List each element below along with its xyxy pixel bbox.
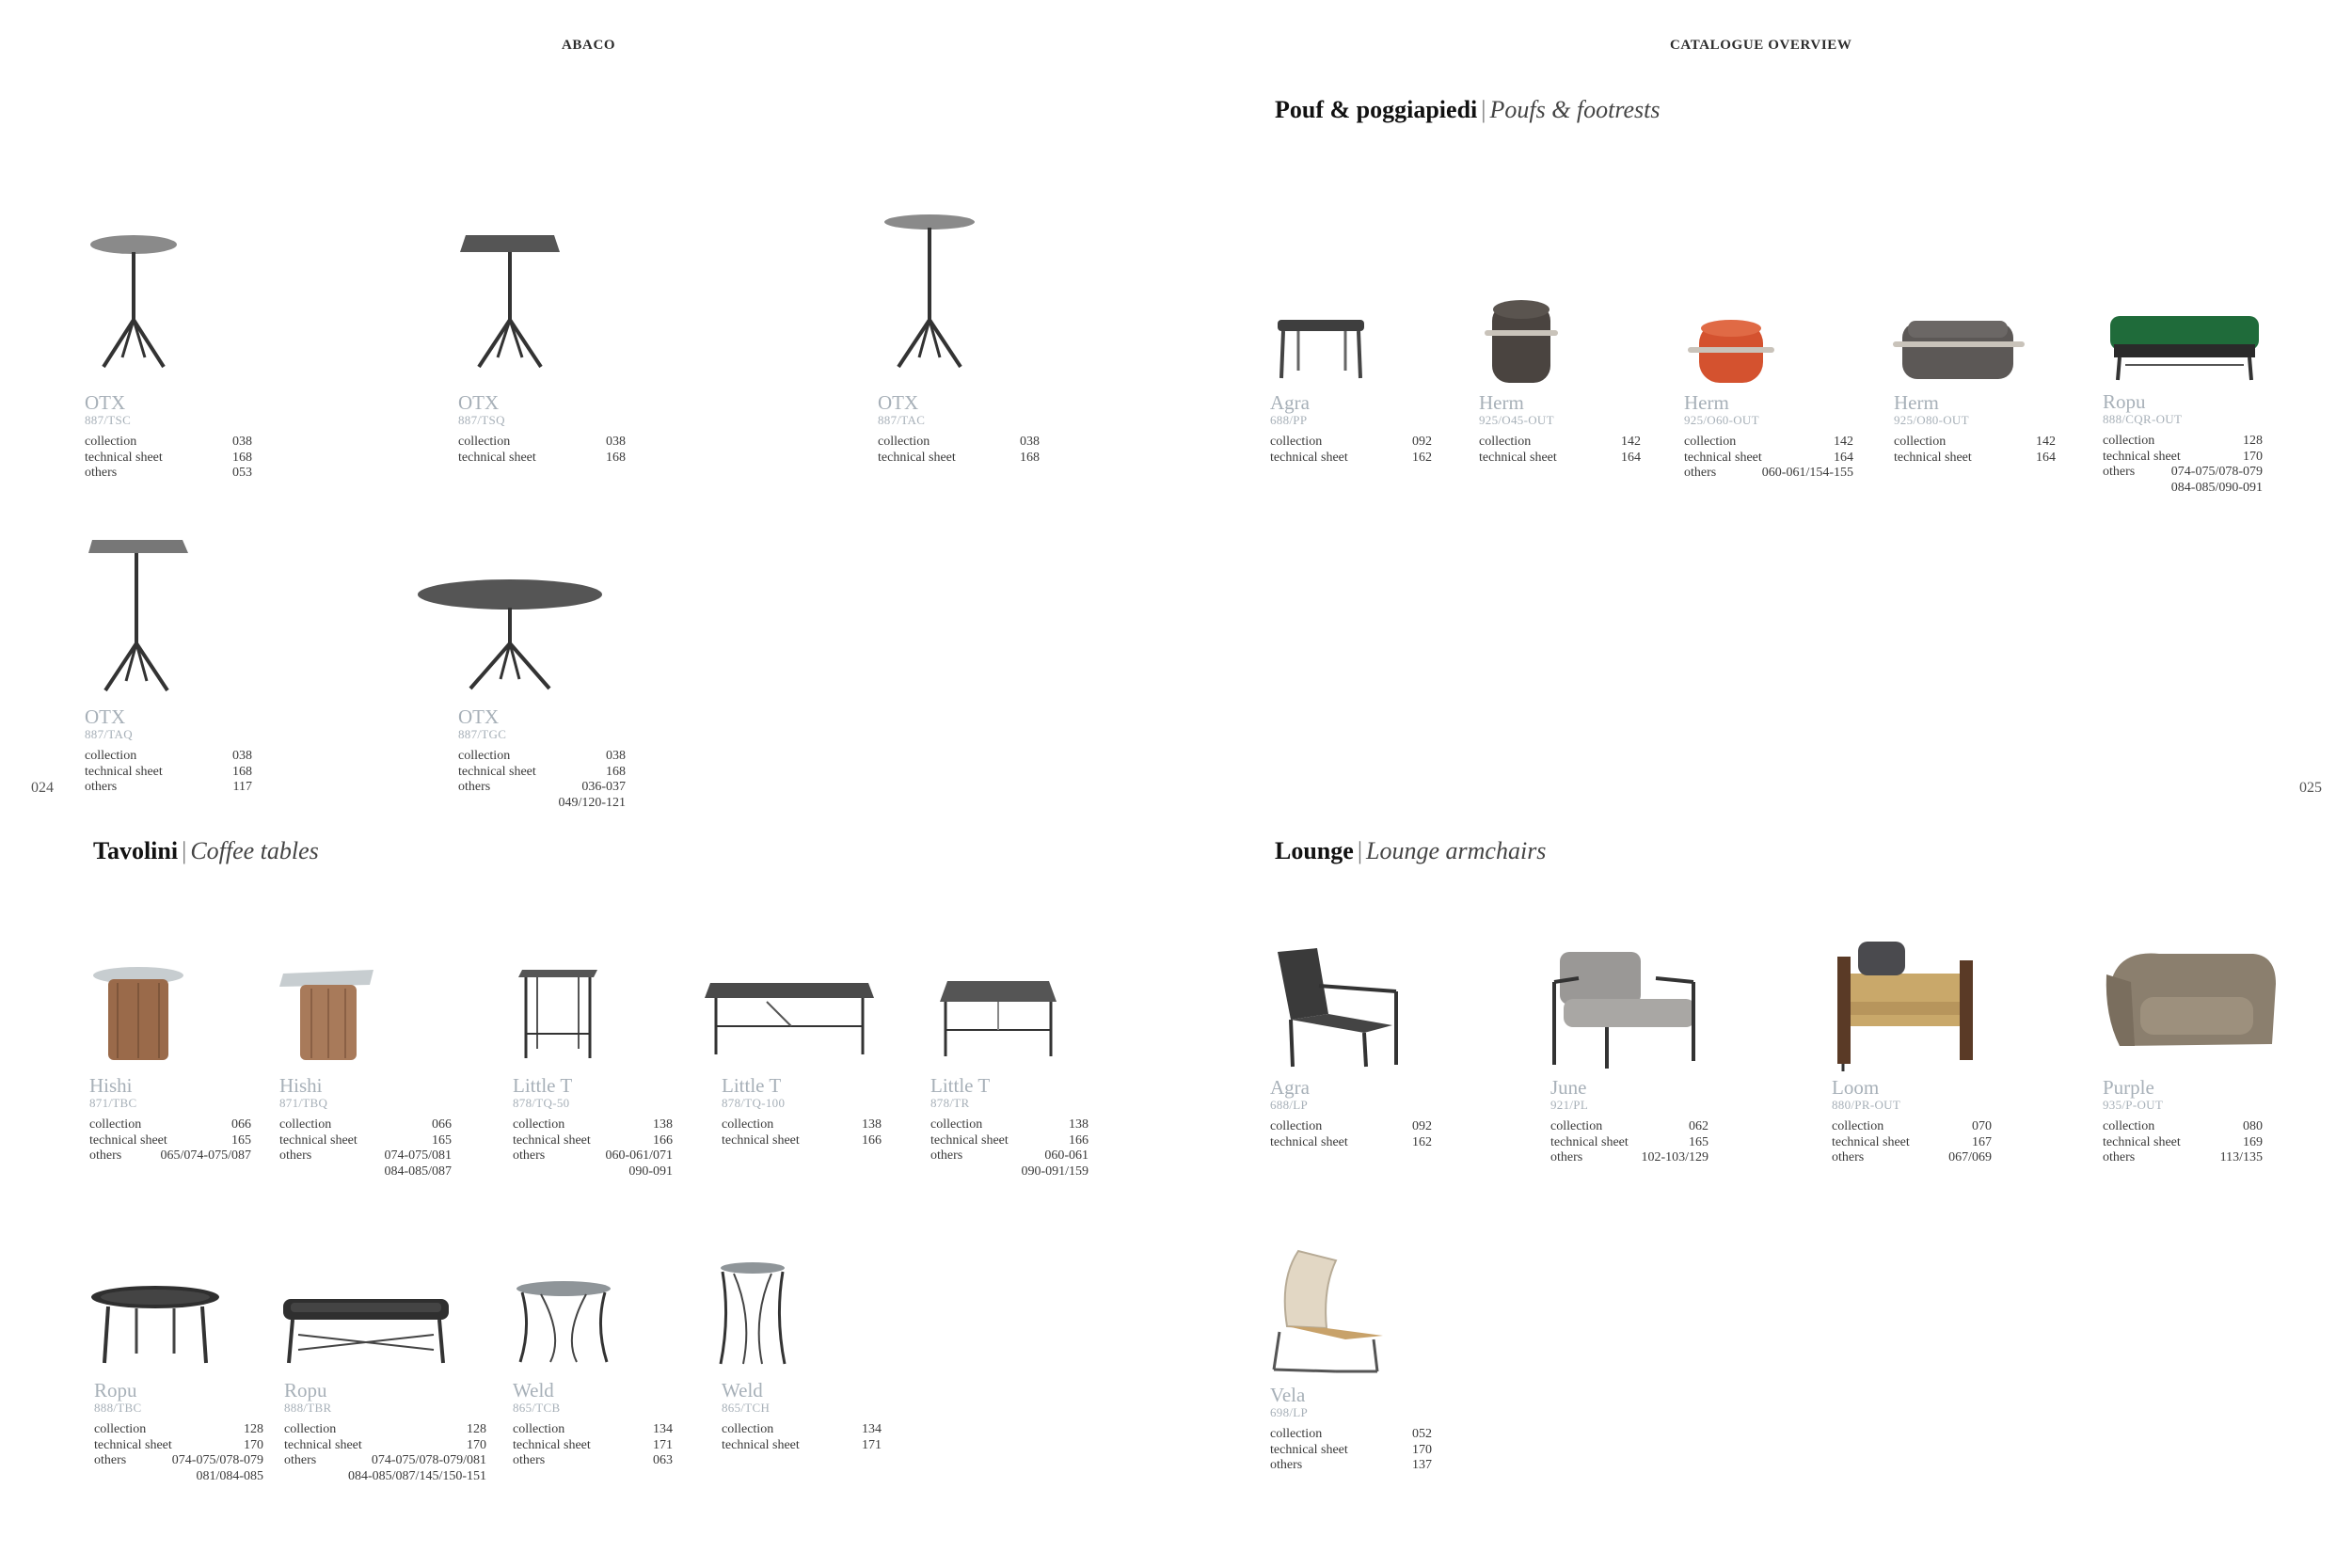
tray-table-icon bbox=[279, 1293, 453, 1369]
pouf-icon bbox=[1479, 296, 1564, 386]
product-code: 888/CQR-OUT bbox=[2103, 412, 2183, 426]
product-caption bbox=[878, 392, 1040, 466]
product-caption bbox=[458, 392, 626, 466]
ref-collection: collection 038 bbox=[85, 435, 252, 449]
ref-others-continued: 081/084-085 bbox=[196, 1468, 263, 1483]
side-table-icon bbox=[513, 964, 607, 1063]
product-code: 688/LP bbox=[1270, 1098, 1309, 1112]
product-name: Ropu bbox=[2103, 390, 2146, 413]
product-name: June bbox=[1550, 1076, 1587, 1099]
product-code: 865/TCH bbox=[722, 1401, 771, 1415]
product-caption bbox=[1270, 392, 1432, 466]
armchair-icon bbox=[1270, 941, 1411, 1072]
armchair-icon bbox=[1550, 941, 1710, 1072]
product-name: Agra bbox=[1270, 391, 1310, 414]
product-name: Ropu bbox=[284, 1379, 327, 1402]
ref-technical-sheet: technical sheet 166 bbox=[930, 1132, 1089, 1148]
product-name: Purple bbox=[2103, 1076, 2154, 1099]
page-number-right: 025 bbox=[2299, 780, 2322, 796]
ref-others: others 060-061/154-155 bbox=[1684, 466, 1853, 480]
ref-others: others 074-075/078-079 bbox=[94, 1453, 263, 1467]
tray-table-icon bbox=[89, 1284, 226, 1369]
ref-others: others 067/069 bbox=[1832, 1150, 1992, 1164]
product-caption bbox=[458, 706, 626, 811]
ref-collection: collection 134 bbox=[513, 1422, 673, 1436]
ref-collection: collection 062 bbox=[1550, 1119, 1708, 1133]
product-name: Little T bbox=[930, 1074, 991, 1097]
product-code: 921/PL bbox=[1550, 1098, 1589, 1112]
armchair-icon bbox=[2103, 941, 2281, 1072]
ref-technical-sheet: technical sheet 162 bbox=[1270, 450, 1432, 465]
product-code: 925/O60-OUT bbox=[1684, 413, 1759, 427]
ref-others: others 065/074-075/087 bbox=[89, 1148, 251, 1163]
product-caption bbox=[930, 1075, 1089, 1180]
section-heading-coffee-tables: Tavolini | Coffee tables bbox=[93, 837, 319, 864]
product-code: 925/O45-OUT bbox=[1479, 413, 1554, 427]
ref-collection: collection 134 bbox=[722, 1422, 882, 1436]
ref-technical-sheet: technical sheet 164 bbox=[1479, 450, 1641, 465]
drum-table-icon bbox=[279, 964, 383, 1063]
armchair-icon bbox=[1270, 1242, 1402, 1378]
ref-collection: collection 038 bbox=[85, 749, 252, 763]
ref-technical-sheet: technical sheet 170 bbox=[1270, 1442, 1432, 1457]
pouf-icon bbox=[1684, 315, 1778, 386]
drum-table-icon bbox=[89, 964, 193, 1063]
product-caption bbox=[1270, 1077, 1432, 1150]
product-code: 878/TQ-100 bbox=[722, 1096, 786, 1110]
round-dining-table-icon bbox=[416, 574, 613, 692]
ref-collection: collection 038 bbox=[458, 435, 626, 449]
ref-others-continued: 084-085/087 bbox=[384, 1164, 452, 1179]
section-title: Tavolini bbox=[93, 837, 179, 864]
ref-collection: collection 128 bbox=[284, 1422, 486, 1436]
product-code: 887/TSC bbox=[85, 413, 132, 427]
product-caption bbox=[94, 1380, 263, 1484]
ref-collection: collection 092 bbox=[1270, 435, 1432, 449]
ref-collection: collection 070 bbox=[1832, 1119, 1992, 1133]
product-code: 925/O80-OUT bbox=[1894, 413, 1969, 427]
product-name: Herm bbox=[1479, 391, 1524, 414]
page-number-left: 024 bbox=[31, 780, 54, 796]
ref-technical-sheet: technical sheet 168 bbox=[85, 450, 252, 465]
ref-collection: collection 080 bbox=[2103, 1119, 2263, 1133]
ref-technical-sheet: technical sheet 162 bbox=[1270, 1134, 1432, 1149]
ref-technical-sheet: technical sheet 166 bbox=[513, 1132, 673, 1148]
product-caption bbox=[513, 1380, 673, 1469]
section-heading-poufs: Pouf & poggiapiedi | Poufs & footrests bbox=[1275, 96, 1661, 123]
product-caption bbox=[2103, 1077, 2263, 1166]
product-name: Ropu bbox=[94, 1379, 137, 1402]
product-caption bbox=[85, 706, 252, 796]
product-caption bbox=[284, 1380, 486, 1484]
ref-technical-sheet: technical sheet 170 bbox=[284, 1437, 486, 1452]
ref-others: others 074-075/081 bbox=[279, 1148, 452, 1163]
product-name: Hishi bbox=[89, 1074, 133, 1097]
product-caption bbox=[2103, 391, 2263, 496]
product-name: OTX bbox=[458, 391, 500, 414]
ref-collection: collection 128 bbox=[2103, 434, 2263, 448]
ref-collection: collection 038 bbox=[458, 749, 626, 763]
product-name: Vela bbox=[1270, 1384, 1306, 1406]
ref-others: others 063 bbox=[513, 1453, 673, 1467]
ref-collection: collection 142 bbox=[1684, 435, 1853, 449]
weld-table-icon bbox=[717, 1260, 792, 1369]
product-name: Little T bbox=[722, 1074, 782, 1097]
ref-others-continued: 090-091 bbox=[628, 1164, 673, 1179]
ref-technical-sheet: technical sheet 168 bbox=[85, 764, 252, 779]
ref-others: others 074-075/078-079/081 bbox=[284, 1453, 486, 1467]
ref-technical-sheet: technical sheet 171 bbox=[513, 1437, 673, 1452]
footrest-icon bbox=[2103, 310, 2267, 386]
ref-collection: collection 052 bbox=[1270, 1427, 1432, 1441]
ref-technical-sheet: technical sheet 171 bbox=[722, 1437, 882, 1452]
product-caption bbox=[1894, 392, 2056, 466]
product-code: 888/TBC bbox=[94, 1401, 142, 1415]
ref-others-continued: 049/120-121 bbox=[558, 795, 626, 810]
product-name: OTX bbox=[85, 391, 126, 414]
product-caption bbox=[513, 1075, 673, 1180]
product-code: 887/TSQ bbox=[458, 413, 505, 427]
ref-technical-sheet: technical sheet 168 bbox=[458, 764, 626, 779]
ref-collection: collection 138 bbox=[930, 1117, 1089, 1132]
section-heading-lounge: Lounge | Lounge armchairs bbox=[1275, 837, 1547, 864]
product-name: Hishi bbox=[279, 1074, 323, 1097]
section-subtitle: Lounge armchairs bbox=[1366, 837, 1547, 864]
product-caption bbox=[1550, 1077, 1708, 1166]
ref-others-continued: 084-085/090-091 bbox=[2170, 480, 2263, 495]
ref-technical-sheet: technical sheet 165 bbox=[279, 1132, 452, 1148]
product-code: 698/LP bbox=[1270, 1405, 1309, 1419]
round-high-table-icon bbox=[878, 209, 991, 372]
ref-others: others 036-037 bbox=[458, 780, 626, 794]
running-head-right: CATALOGUE OVERVIEW bbox=[1670, 38, 1852, 53]
product-caption bbox=[722, 1075, 882, 1148]
ref-collection: collection 138 bbox=[513, 1117, 673, 1132]
ref-others: others 053 bbox=[85, 466, 252, 480]
pouf-icon bbox=[1891, 313, 2027, 384]
product-code: 688/PP bbox=[1270, 413, 1308, 427]
ref-others-continued: 090-091/159 bbox=[1021, 1164, 1089, 1179]
product-name: Little T bbox=[513, 1074, 573, 1097]
ref-technical-sheet: technical sheet 165 bbox=[89, 1132, 251, 1148]
product-code: 871/TBQ bbox=[279, 1096, 328, 1110]
product-name: OTX bbox=[878, 391, 919, 414]
running-head-left: ABACO bbox=[562, 38, 616, 53]
ref-others: others 117 bbox=[85, 780, 252, 794]
section-title: Lounge bbox=[1275, 837, 1354, 864]
ref-technical-sheet: technical sheet 166 bbox=[722, 1132, 882, 1148]
product-code: 878/TQ-50 bbox=[513, 1096, 570, 1110]
ref-collection: collection 128 bbox=[94, 1422, 263, 1436]
weld-table-icon bbox=[513, 1279, 616, 1369]
product-code: 878/TR bbox=[930, 1096, 970, 1110]
ref-technical-sheet: technical sheet 164 bbox=[1894, 450, 2056, 465]
ref-collection: collection 066 bbox=[279, 1117, 452, 1132]
ref-collection: collection 038 bbox=[878, 435, 1040, 449]
round-bistro-table-icon bbox=[85, 226, 198, 372]
product-caption bbox=[85, 392, 252, 482]
product-code: 871/TBC bbox=[89, 1096, 137, 1110]
product-code: 887/TGC bbox=[458, 727, 507, 741]
section-title: Pouf & poggiapiedi bbox=[1275, 96, 1478, 123]
ref-others: others 137 bbox=[1270, 1458, 1432, 1472]
ref-technical-sheet: technical sheet 170 bbox=[2103, 449, 2263, 464]
ref-technical-sheet: technical sheet 170 bbox=[94, 1437, 263, 1452]
product-code: 888/TBR bbox=[284, 1401, 332, 1415]
product-caption bbox=[279, 1075, 452, 1180]
ref-technical-sheet: technical sheet 167 bbox=[1832, 1134, 1992, 1149]
product-name: Loom bbox=[1832, 1076, 1880, 1099]
product-name: Weld bbox=[722, 1379, 763, 1402]
section-subtitle: Poufs & footrests bbox=[1489, 96, 1661, 123]
product-caption bbox=[1479, 392, 1641, 466]
square-high-table-icon bbox=[85, 534, 198, 694]
coffee-table-icon bbox=[936, 974, 1063, 1063]
square-bistro-table-icon bbox=[458, 226, 571, 372]
product-caption bbox=[722, 1380, 882, 1453]
ref-collection: collection 142 bbox=[1479, 435, 1641, 449]
product-code: 935/P-OUT bbox=[2103, 1098, 2164, 1112]
product-caption bbox=[1832, 1077, 1992, 1166]
product-name: OTX bbox=[85, 705, 126, 728]
coffee-table-icon bbox=[701, 974, 880, 1063]
ref-others: others 113/135 bbox=[2103, 1150, 2263, 1164]
product-caption bbox=[1270, 1385, 1432, 1474]
product-name: Herm bbox=[1684, 391, 1729, 414]
product-name: Herm bbox=[1894, 391, 1939, 414]
ref-technical-sheet: technical sheet 168 bbox=[458, 450, 626, 465]
product-code: 880/PR-OUT bbox=[1832, 1098, 1901, 1112]
product-name: OTX bbox=[458, 705, 500, 728]
armchair-icon bbox=[1830, 936, 1980, 1072]
product-code: 865/TCB bbox=[513, 1401, 561, 1415]
footstool-icon bbox=[1270, 310, 1374, 386]
section-subtitle: Coffee tables bbox=[190, 837, 319, 864]
ref-others: others 074-075/078-079 bbox=[2103, 465, 2263, 479]
ref-technical-sheet: technical sheet 164 bbox=[1684, 450, 1853, 465]
product-caption bbox=[89, 1075, 251, 1164]
ref-others: others 060-061 bbox=[930, 1148, 1089, 1163]
ref-technical-sheet: technical sheet 169 bbox=[2103, 1134, 2263, 1149]
ref-collection: collection 066 bbox=[89, 1117, 251, 1132]
ref-collection: collection 092 bbox=[1270, 1119, 1432, 1133]
ref-technical-sheet: technical sheet 168 bbox=[878, 450, 1040, 465]
ref-others: others 060-061/071 bbox=[513, 1148, 673, 1163]
ref-collection: collection 138 bbox=[722, 1117, 882, 1132]
product-code: 887/TAC bbox=[878, 413, 926, 427]
ref-collection: collection 142 bbox=[1894, 435, 2056, 449]
product-name: Agra bbox=[1270, 1076, 1310, 1099]
product-caption bbox=[1684, 392, 1853, 482]
ref-others: others 102-103/129 bbox=[1550, 1150, 1708, 1164]
product-code: 887/TAQ bbox=[85, 727, 133, 741]
ref-others-continued: 084-085/087/145/150-151 bbox=[348, 1468, 486, 1483]
ref-technical-sheet: technical sheet 165 bbox=[1550, 1134, 1708, 1149]
product-name: Weld bbox=[513, 1379, 554, 1402]
